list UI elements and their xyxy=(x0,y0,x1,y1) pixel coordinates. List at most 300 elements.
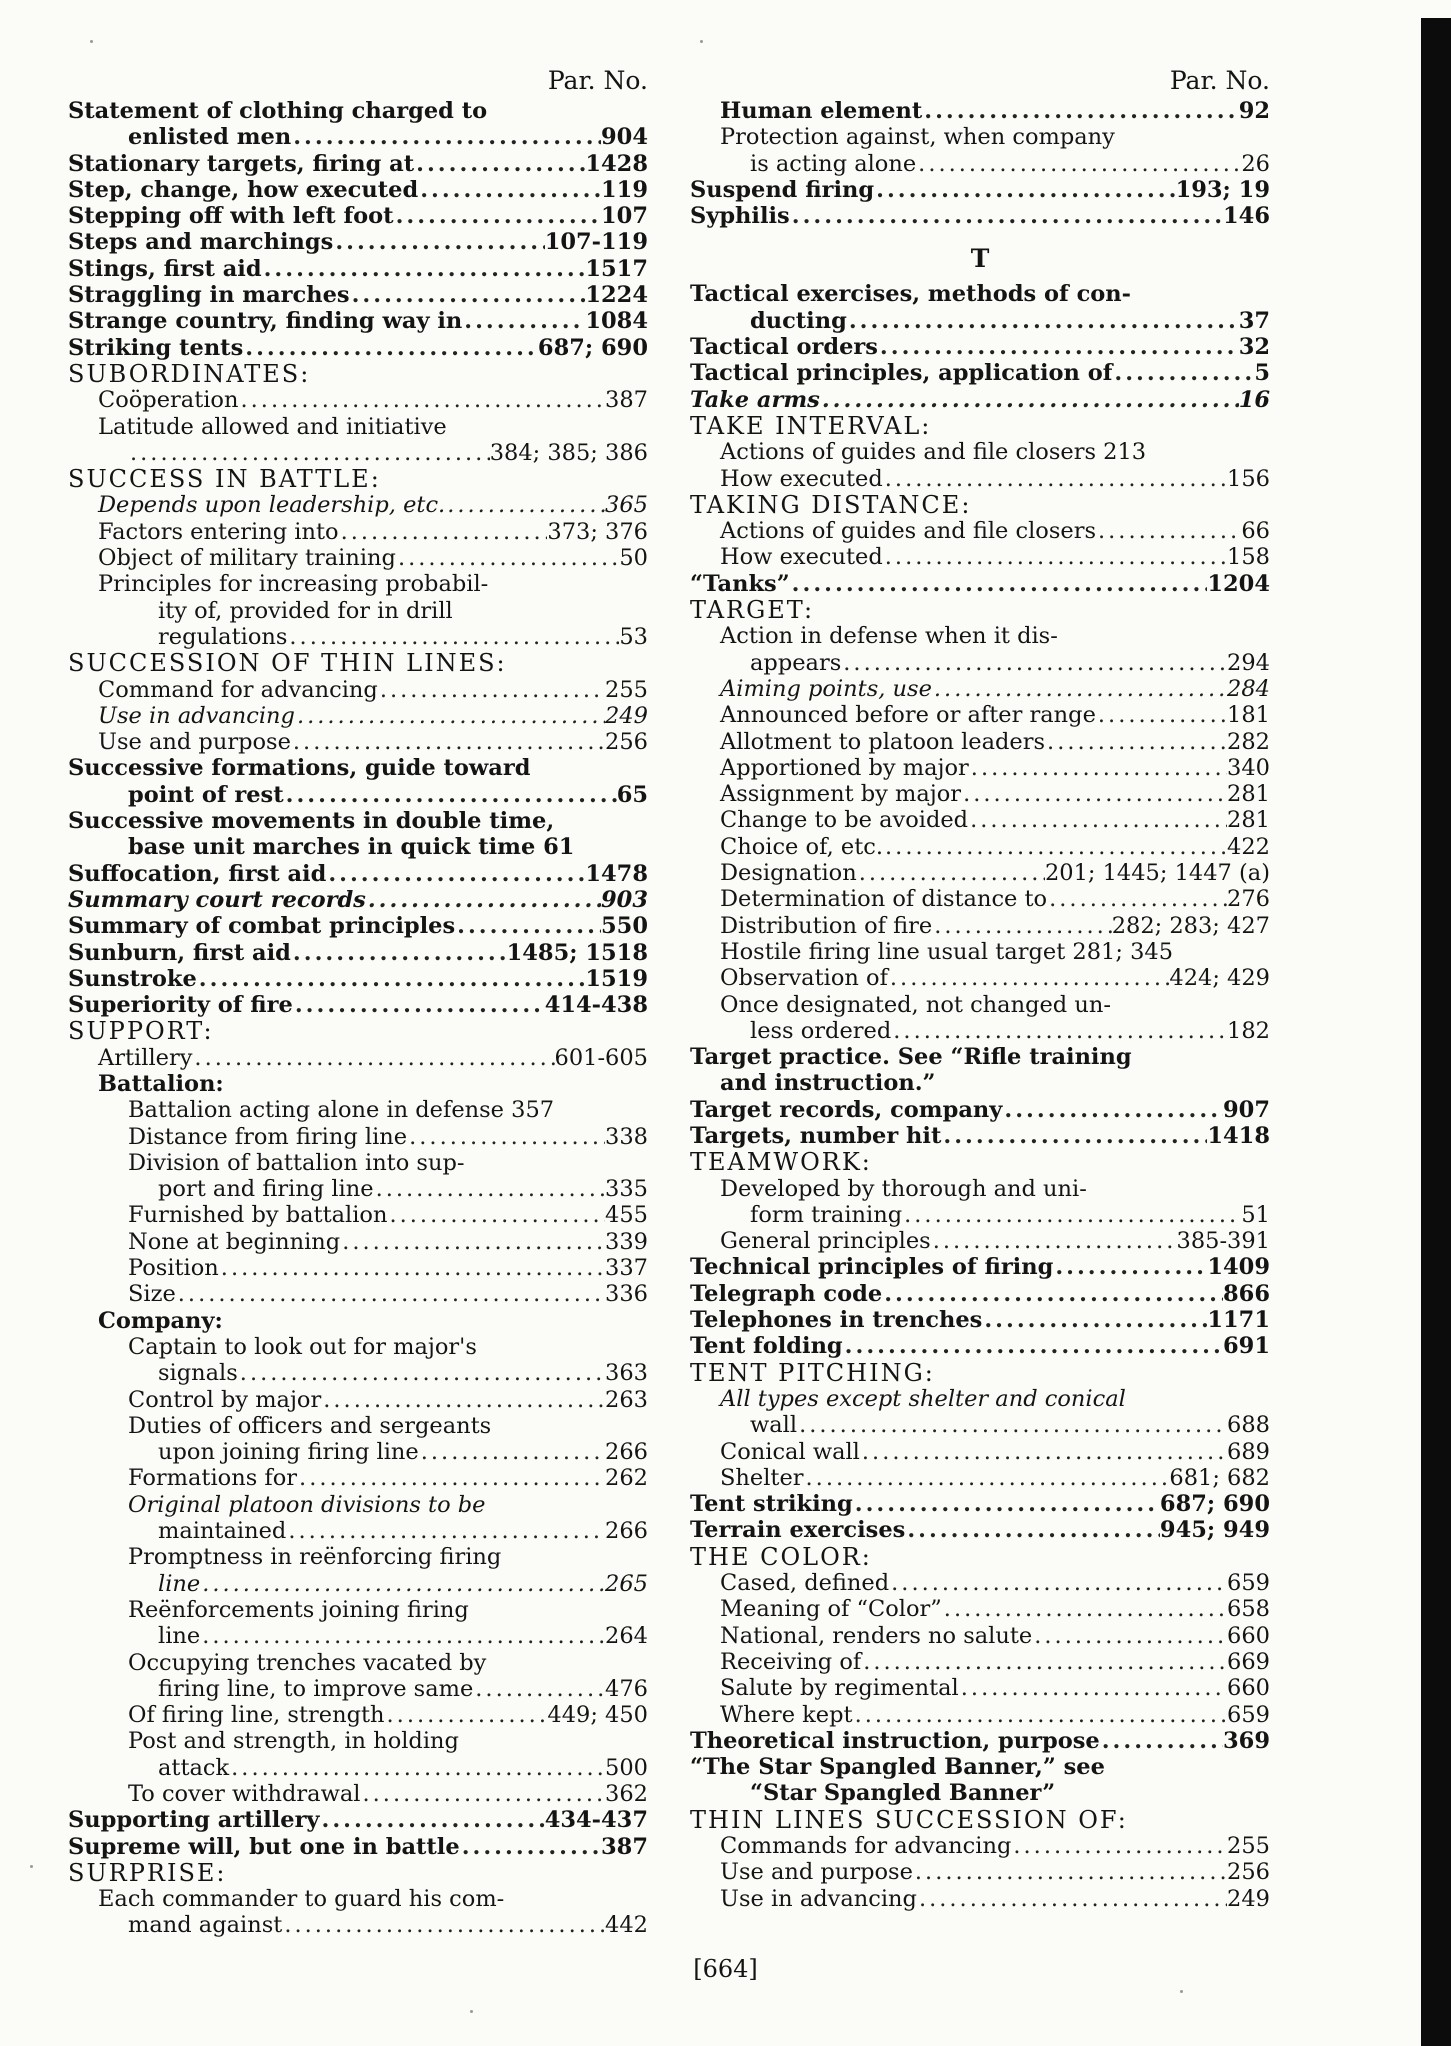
dot-leader xyxy=(843,1333,1223,1359)
index-entry xyxy=(68,808,648,834)
index-entry xyxy=(68,992,648,1018)
entry-text: National, renders no salute xyxy=(720,1622,1033,1649)
entry-text: Hostile firing line usual target 281; 345 xyxy=(720,938,1174,965)
entry-text: “Tanks” xyxy=(690,570,790,597)
index-entry xyxy=(68,414,648,440)
index-entry xyxy=(68,571,648,597)
index-entry xyxy=(690,1254,1270,1280)
entry-text: is acting alone xyxy=(750,150,917,177)
entry-text: Assignment by major xyxy=(720,781,962,808)
par-no-header-left: Par. No. xyxy=(547,66,648,95)
entry-text: Summary of combat principles xyxy=(68,913,456,940)
entry-text: Cased, defined xyxy=(720,1570,890,1597)
dot-leader xyxy=(385,1702,548,1728)
entry-text: base unit marches in quick time 61 xyxy=(128,834,575,861)
entry-text: SUCCESS IN BATTLE: xyxy=(68,466,381,493)
index-entry xyxy=(690,466,1270,492)
paragraph-number: 193; 19 xyxy=(1175,176,1270,203)
index-entry xyxy=(68,1702,648,1728)
index-entry xyxy=(68,598,648,624)
index-entry xyxy=(690,676,1270,702)
paragraph-number: 669 xyxy=(1227,1648,1270,1675)
index-entry xyxy=(690,1859,1270,1885)
entry-text: maintained xyxy=(158,1518,287,1545)
paragraph-number: 156 xyxy=(1227,465,1270,492)
section-letter: T xyxy=(970,244,990,274)
paragraph-number: 262 xyxy=(605,1465,648,1492)
index-entry xyxy=(690,177,1270,203)
index-entry xyxy=(690,387,1270,413)
index-entry xyxy=(690,203,1270,229)
paragraph-number: 363 xyxy=(605,1360,648,1387)
dot-leader xyxy=(968,807,1227,833)
index-entry xyxy=(68,1281,648,1307)
entry-text: Principles for increasing probabil- xyxy=(98,571,489,598)
paragraph-number: 362 xyxy=(605,1781,648,1807)
entry-text: Step, change, how executed xyxy=(68,176,419,203)
index-entry xyxy=(690,650,1270,676)
index-entry xyxy=(68,1097,648,1123)
entry-text: Tent folding xyxy=(690,1333,843,1360)
paragraph-number: 1224 xyxy=(585,282,648,309)
index-entry xyxy=(68,940,648,966)
dot-leader xyxy=(917,1886,1227,1912)
dot-leader xyxy=(326,861,585,887)
paragraph-number: 384; 385; 386 xyxy=(489,439,648,466)
entry-text: Use and purpose xyxy=(720,1859,913,1886)
paragraph-number: 51 xyxy=(1241,1201,1270,1228)
dot-leader xyxy=(238,1360,605,1386)
paragraph-number: 1084 xyxy=(585,308,648,335)
entry-text: “The Star Spangled Banner,” see xyxy=(690,1754,1105,1781)
index-entry xyxy=(690,913,1270,939)
index-entry xyxy=(68,1202,648,1228)
index-entry xyxy=(68,1360,648,1386)
entry-text: THIN LINES SUCCESSION OF: xyxy=(690,1806,1128,1833)
dot-leader xyxy=(473,1676,605,1702)
dot-leader xyxy=(445,492,605,518)
entry-text: SUPPORT: xyxy=(68,1018,214,1045)
dot-leader xyxy=(200,1571,605,1597)
entry-text: Receiving of xyxy=(720,1648,862,1675)
dot-leader xyxy=(797,1412,1227,1438)
entry-text: Control by major xyxy=(128,1386,322,1413)
paragraph-number: 281 xyxy=(1227,807,1270,834)
dot-leader xyxy=(321,1387,605,1413)
entry-text: Action in defense when it dis- xyxy=(720,623,1058,650)
entry-text: Where kept xyxy=(720,1701,853,1728)
dot-leader xyxy=(192,1045,554,1071)
entry-text: Successive movements in double time, xyxy=(68,808,555,835)
index-entry xyxy=(690,571,1270,597)
dot-leader xyxy=(931,1228,1177,1254)
index-entry xyxy=(690,1544,1270,1570)
entry-text: To cover withdrawal xyxy=(128,1781,361,1807)
index-entry xyxy=(68,834,648,860)
paragraph-number: 284 xyxy=(1227,675,1270,702)
paragraph-number: 373; 376 xyxy=(547,518,648,545)
entry-text: Factors entering into xyxy=(98,518,339,545)
paragraph-number: 687; 690 xyxy=(537,334,648,361)
paragraph-number: 158 xyxy=(1227,544,1270,571)
entry-text: Original platoon divisions to be xyxy=(128,1491,486,1518)
paragraph-number: 365 xyxy=(605,492,648,519)
paragraph-number: 282; 283; 427 xyxy=(1111,912,1270,939)
index-entry xyxy=(68,1387,648,1413)
index-entry xyxy=(690,1649,1270,1675)
index-entry xyxy=(690,1412,1270,1438)
paragraph-number: 337 xyxy=(605,1255,648,1282)
dot-leader xyxy=(287,624,619,650)
index-entry xyxy=(690,281,1270,307)
dot-leader xyxy=(418,177,601,203)
index-entry xyxy=(68,1650,648,1676)
dot-leader xyxy=(297,1465,605,1491)
index-entry xyxy=(68,624,648,650)
dot-leader xyxy=(229,1755,605,1781)
entry-text: Duties of officers and sergeants xyxy=(128,1412,492,1439)
entry-text: Commands for advancing xyxy=(720,1833,1012,1859)
index-entry xyxy=(68,1597,648,1623)
paragraph-number: 434-437 xyxy=(544,1807,648,1834)
entry-text: How executed xyxy=(720,465,883,492)
entry-text: How executed xyxy=(720,544,883,571)
paragraph-number: 500 xyxy=(605,1754,648,1781)
index-entry xyxy=(68,466,648,492)
index-entry xyxy=(68,1807,648,1833)
entry-text: SURPRISE: xyxy=(68,1859,227,1887)
index-entry xyxy=(690,1307,1270,1333)
entry-text: Change to be avoided xyxy=(720,807,969,834)
entry-text: Tactical principles, application of xyxy=(690,360,1113,387)
entry-text: Telegraph code xyxy=(690,1280,883,1307)
dot-leader xyxy=(455,913,601,939)
paragraph-number: 65 xyxy=(616,781,648,808)
speck xyxy=(700,40,703,43)
dot-leader xyxy=(891,1018,1227,1044)
dot-leader xyxy=(350,282,586,308)
paragraph-number: 266 xyxy=(605,1439,648,1466)
page-number: [664] xyxy=(693,1955,758,1983)
paragraph-number: 182 xyxy=(1227,1017,1270,1044)
entry-text: Target practice. See “Rifle training xyxy=(690,1044,1132,1071)
dot-leader xyxy=(932,913,1111,939)
paragraph-number: 37 xyxy=(1238,307,1270,334)
entry-text: attack xyxy=(158,1754,230,1781)
dot-leader xyxy=(1100,1728,1223,1754)
entry-text: Use and purpose xyxy=(98,729,291,756)
index-entry xyxy=(68,887,648,913)
entry-text: Each commander to guard his com- xyxy=(98,1886,505,1913)
entry-text: Statement of clothing charged to xyxy=(68,98,488,124)
index-entry xyxy=(68,203,648,229)
paragraph-number: 449; 450 xyxy=(547,1702,648,1729)
entry-text: port and firing line xyxy=(158,1176,374,1203)
dot-leader xyxy=(857,860,1045,886)
entry-text: Salute by regimental xyxy=(720,1675,959,1702)
index-entry xyxy=(690,360,1270,386)
index-entry xyxy=(690,413,1270,439)
index-entry xyxy=(690,1333,1270,1359)
dot-leader xyxy=(861,1649,1227,1675)
paragraph-number: 249 xyxy=(605,702,648,729)
speck xyxy=(30,1865,33,1868)
entry-text: Human element xyxy=(720,98,923,124)
entry-text: Battalion acting alone in defense 357 xyxy=(128,1097,555,1124)
entry-text: Battalion: xyxy=(98,1070,224,1097)
paragraph-number: 32 xyxy=(1238,334,1270,361)
dot-leader xyxy=(243,335,538,361)
paragraph-number: 385-391 xyxy=(1176,1228,1270,1255)
paragraph-number: 53 xyxy=(619,623,648,650)
entry-text: Developed by thorough and uni- xyxy=(720,1175,1087,1202)
paragraph-number: 276 xyxy=(1227,886,1270,913)
dot-leader xyxy=(282,1912,605,1938)
entry-text: ity of, provided for in drill xyxy=(158,597,453,624)
dot-leader xyxy=(340,1229,605,1255)
paragraph-number: 1409 xyxy=(1207,1254,1270,1281)
entry-text: upon joining firing line xyxy=(158,1439,419,1466)
paragraph-number: 264 xyxy=(605,1623,648,1650)
entry-text: enlisted men xyxy=(128,124,292,151)
index-entry xyxy=(68,1413,648,1439)
entry-text: Distribution of fire xyxy=(720,912,933,939)
speck xyxy=(1180,1990,1183,1993)
dot-leader xyxy=(922,98,1238,124)
entry-text: line xyxy=(158,1623,201,1650)
entry-text: Summary court records xyxy=(68,886,366,913)
entry-text: Furnished by battalion xyxy=(128,1202,388,1229)
paragraph-number: 16 xyxy=(1238,386,1270,413)
paragraph-number: 691 xyxy=(1223,1333,1270,1360)
entry-text: Promptness in reënforcing firing xyxy=(128,1544,502,1571)
dot-leader xyxy=(360,1781,605,1807)
index-entry xyxy=(690,1281,1270,1307)
paragraph-number: 660 xyxy=(1227,1675,1270,1702)
index-entry xyxy=(68,361,648,387)
index-entry xyxy=(68,1018,648,1044)
index-entry xyxy=(68,1229,648,1255)
index-entry xyxy=(68,1518,648,1544)
entry-text: Artillery xyxy=(98,1044,193,1071)
index-entry xyxy=(690,1807,1270,1833)
dot-leader xyxy=(176,1281,605,1307)
index-entry xyxy=(68,1544,648,1570)
dot-leader xyxy=(1002,1097,1223,1123)
speck xyxy=(90,40,93,43)
index-entry xyxy=(68,650,648,676)
paragraph-number: 387 xyxy=(605,387,648,414)
index-entry xyxy=(68,1124,648,1150)
entry-text: Formations for xyxy=(128,1465,298,1492)
paragraph-number: 107 xyxy=(601,203,648,230)
dot-leader xyxy=(284,782,617,808)
paragraph-number: 92 xyxy=(1238,98,1270,124)
index-entry xyxy=(690,1780,1270,1806)
index-entry xyxy=(68,1834,648,1860)
entry-text: Actions of guides and file closers 213 xyxy=(720,439,1147,466)
dot-leader xyxy=(378,677,605,703)
dot-leader xyxy=(916,151,1241,177)
index-entry xyxy=(690,308,1270,334)
index-entry xyxy=(68,282,648,308)
dot-leader xyxy=(286,1518,605,1544)
entry-text: “Star Spangled Banner” xyxy=(750,1780,1056,1807)
entry-text: SUCCESSION OF THIN LINES: xyxy=(68,650,507,677)
paragraph-number: 66 xyxy=(1241,518,1270,545)
index-entry xyxy=(690,124,1270,150)
entry-text: Tent striking xyxy=(690,1491,853,1518)
index-entry xyxy=(690,1360,1270,1386)
dot-leader xyxy=(219,1255,605,1281)
paragraph-number: 255 xyxy=(605,676,648,703)
entry-text: wall xyxy=(750,1412,798,1439)
entry-text: Actions of guides and file closers xyxy=(720,518,1096,545)
paragraph-number: 660 xyxy=(1227,1622,1270,1649)
index-entry xyxy=(68,782,648,808)
entry-text: Target records, company xyxy=(690,1096,1003,1123)
paragraph-number: 903 xyxy=(601,886,648,913)
dot-leader xyxy=(878,334,1239,360)
paragraph-number: 249 xyxy=(1227,1885,1270,1912)
dot-leader xyxy=(874,177,1175,203)
entry-text: Occupying trenches vacated by xyxy=(128,1649,487,1676)
index-entry xyxy=(68,1676,648,1702)
index-entry xyxy=(690,1465,1270,1491)
paragraph-number: 866 xyxy=(1223,1280,1270,1307)
dot-leader xyxy=(462,308,585,334)
paragraph-number: 255 xyxy=(1227,1833,1270,1859)
dot-leader xyxy=(1047,886,1227,912)
index-entry xyxy=(690,1833,1270,1859)
entry-text: Targets, number hit xyxy=(690,1122,942,1149)
index-entry xyxy=(68,151,648,177)
paragraph-number: 387 xyxy=(601,1833,648,1860)
entry-text: mand against xyxy=(128,1912,283,1939)
paragraph-number: 5 xyxy=(1254,360,1270,387)
entry-text: TAKING DISTANCE: xyxy=(690,491,972,519)
index-entry xyxy=(68,1755,648,1781)
index-entry xyxy=(68,1334,648,1360)
entry-text: Technical principles of firing xyxy=(690,1254,1054,1281)
dot-leader xyxy=(293,992,545,1018)
entry-text: line xyxy=(158,1570,201,1597)
entry-text: Meaning of “Color” xyxy=(720,1596,942,1623)
paragraph-number: 907 xyxy=(1223,1096,1270,1123)
dot-leader xyxy=(197,966,586,992)
entry-text: Striking tents xyxy=(68,334,244,361)
entry-text: Division of battalion into sup- xyxy=(128,1149,465,1176)
paragraph-number: 50 xyxy=(619,545,648,572)
entry-text: Command for advancing xyxy=(98,676,378,703)
index-entry xyxy=(68,1492,648,1518)
paragraph-number: 455 xyxy=(605,1202,648,1229)
paragraph-number: 335 xyxy=(605,1176,648,1203)
dot-leader xyxy=(1045,729,1227,755)
index-entry xyxy=(68,1255,648,1281)
index-entry xyxy=(690,702,1270,728)
dot-leader xyxy=(853,1702,1227,1728)
index-entry xyxy=(68,519,648,545)
dot-leader xyxy=(961,781,1227,807)
index-entry xyxy=(690,98,1270,124)
index-entry xyxy=(690,807,1270,833)
paragraph-number: 26 xyxy=(1241,150,1270,177)
entry-text: Allotment to platoon leaders xyxy=(720,728,1046,755)
entry-text: Syphilis xyxy=(690,203,790,230)
paragraph-number: 945; 949 xyxy=(1159,1517,1270,1544)
entry-text: Apportioned by major xyxy=(720,754,969,781)
entry-text: Distance from firing line xyxy=(128,1123,408,1150)
index-entry xyxy=(68,1439,648,1465)
paragraph-number: 1418 xyxy=(1207,1122,1270,1149)
entry-text: Straggling in marches xyxy=(68,282,350,309)
index-entry xyxy=(68,308,648,334)
index-entry xyxy=(690,834,1270,860)
entry-text: Reënforcements joining firing xyxy=(128,1596,469,1623)
index-entry xyxy=(68,1886,648,1912)
dot-leader xyxy=(853,1491,1160,1517)
paragraph-number: 119 xyxy=(601,176,648,203)
dot-leader xyxy=(414,151,585,177)
entry-text: Choice of, etc. xyxy=(720,833,884,860)
dot-leader xyxy=(883,466,1227,492)
paragraph-number: 107-119 xyxy=(544,229,648,256)
entry-text: Depends upon leadership, etc. xyxy=(98,492,446,519)
entry-text: General principles xyxy=(720,1228,931,1255)
entry-text: SUBORDINATES: xyxy=(68,360,311,388)
index-entry xyxy=(68,1308,648,1334)
paragraph-number: 1171 xyxy=(1207,1307,1270,1334)
index-entry xyxy=(68,1176,648,1202)
index-entry xyxy=(68,1071,648,1097)
dot-leader xyxy=(941,1123,1207,1149)
entry-text: firing line, to improve same xyxy=(158,1675,474,1702)
paragraph-number: 1485; 1518 xyxy=(506,939,648,966)
paragraph-number: 146 xyxy=(1223,203,1270,230)
binding-edge xyxy=(1421,18,1451,2046)
dot-leader xyxy=(128,440,490,466)
dot-leader xyxy=(320,1807,545,1833)
paragraph-number: 688 xyxy=(1227,1412,1270,1439)
index-entry xyxy=(690,518,1270,544)
dot-leader xyxy=(888,965,1169,991)
paragraph-number: 266 xyxy=(605,1518,648,1545)
paragraph-number: 282 xyxy=(1227,728,1270,755)
entry-text: Shelter xyxy=(720,1464,804,1491)
dot-leader xyxy=(883,834,1227,860)
dot-leader xyxy=(790,571,1208,597)
entry-text: Stepping off with left foot xyxy=(68,203,394,230)
index-entry xyxy=(68,545,648,571)
index-entry xyxy=(68,729,648,755)
paragraph-number: 659 xyxy=(1227,1701,1270,1728)
left-index-column xyxy=(68,64,648,1939)
entry-text: signals xyxy=(158,1360,238,1387)
paragraph-number: 658 xyxy=(1227,1596,1270,1623)
entry-text: Object of military training xyxy=(98,545,396,572)
dot-leader xyxy=(291,940,507,966)
dot-leader xyxy=(460,1834,601,1860)
dot-leader xyxy=(419,1439,605,1465)
index-entry xyxy=(690,1754,1270,1780)
index-entry xyxy=(690,1176,1270,1202)
index-entry xyxy=(690,992,1270,1018)
dot-leader xyxy=(396,545,619,571)
index-entry xyxy=(690,781,1270,807)
paragraph-number: 687; 690 xyxy=(1159,1491,1270,1518)
entry-text: Size xyxy=(128,1281,176,1308)
